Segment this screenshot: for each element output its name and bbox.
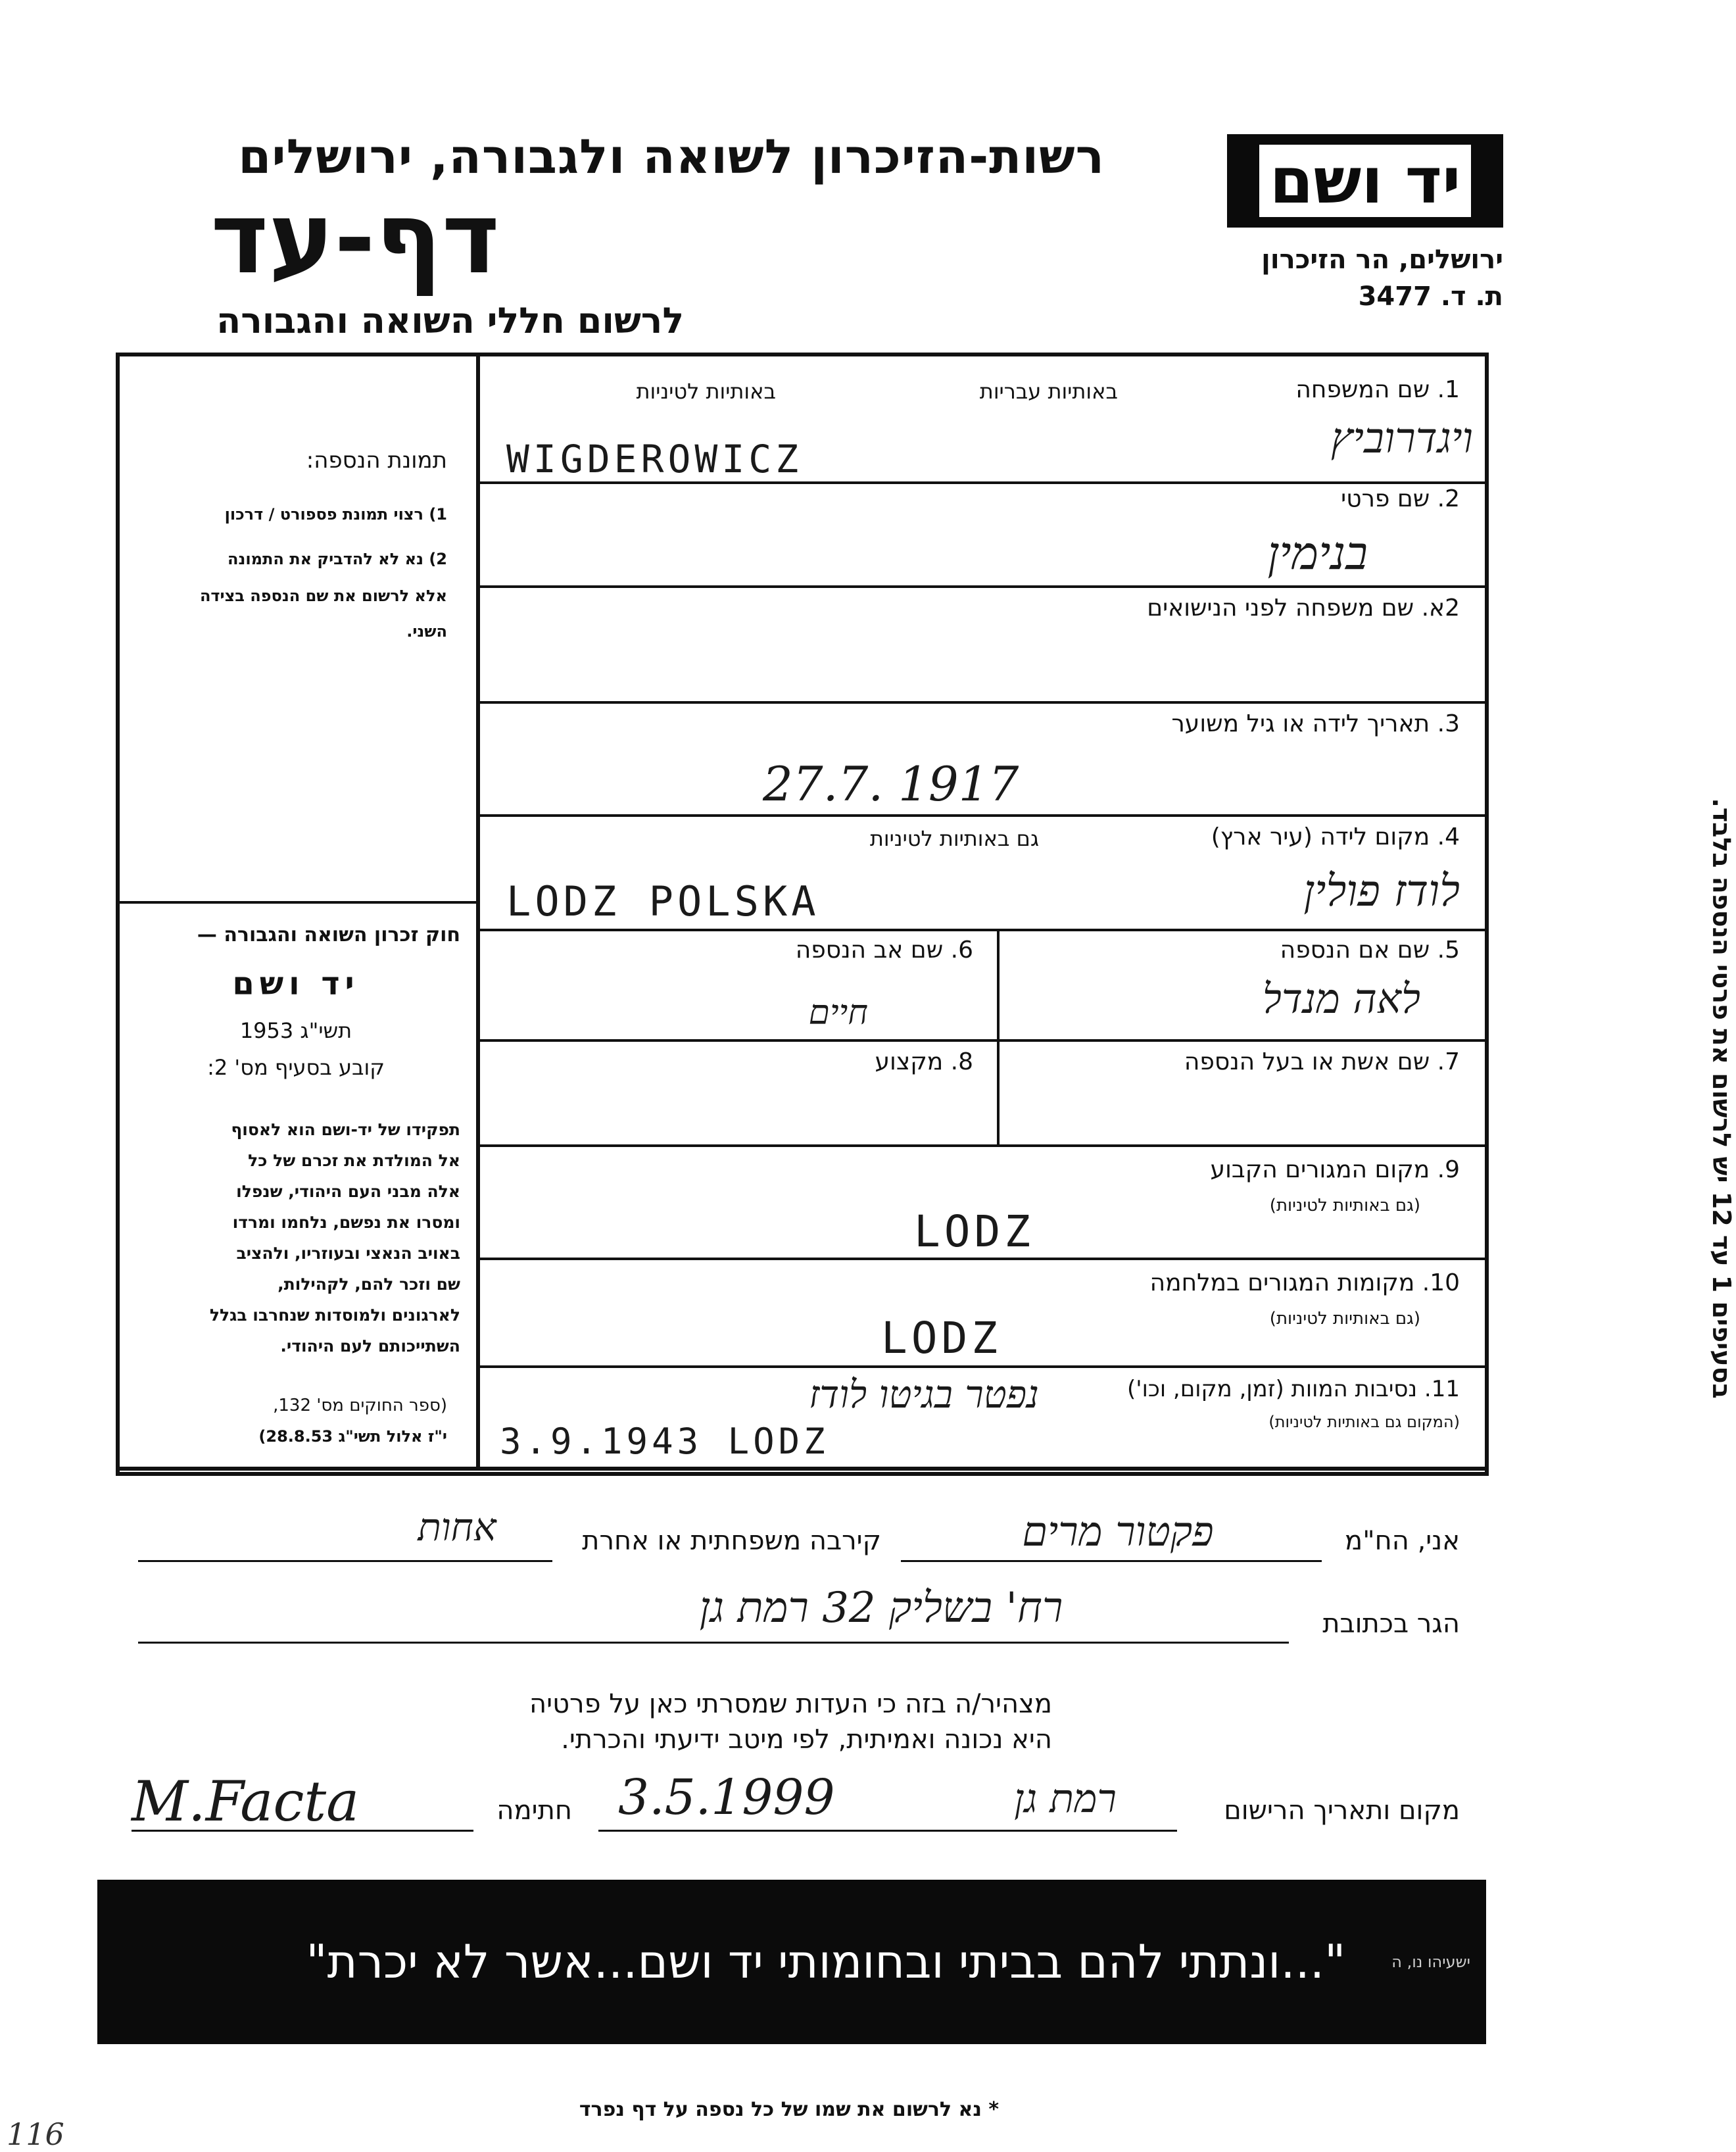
row-line xyxy=(477,1144,1486,1147)
law-body-line: שם וזכר להם, לקהילות, xyxy=(277,1275,460,1294)
quote-banner xyxy=(97,1880,1486,2044)
statement-line-2: היא נכונה ואמיתית, לפי מיטב ידיעתי והכרתי. xyxy=(561,1724,1052,1755)
law-body-line: תפקידו של יד-ושם הוא לאסוף xyxy=(231,1120,460,1139)
field-7-label: 7. שם אשת או בעל הנספה xyxy=(1184,1048,1460,1075)
law-body-line: אל המולדת את זכרם של כל xyxy=(248,1151,460,1170)
field-2-value[interactable]: בנימין xyxy=(1267,526,1368,580)
field-11-label: 11. נסיבות המוות (זמן, מקום, וכו') xyxy=(1126,1376,1460,1402)
address-underline xyxy=(138,1642,1289,1644)
field-10-note: (גם באותיות לטיניות) xyxy=(1269,1309,1420,1329)
field-4-value-hebrew[interactable]: לודז פולין xyxy=(1303,866,1460,916)
field-5-label: 5. שם אם הנספה xyxy=(1280,937,1460,964)
relation-value[interactable]: אחות xyxy=(418,1505,496,1550)
field-8-label: 8. מקצוע xyxy=(875,1048,973,1075)
photo-law-divider xyxy=(120,901,477,904)
declarant-underline xyxy=(901,1560,1322,1562)
row-line xyxy=(477,701,1486,704)
relation-label: קירבה משפחתית או אחרת xyxy=(582,1526,881,1556)
law-body-line: באויב הנאצי ובעוזריו, ולהציב xyxy=(236,1244,460,1263)
field-1-label: 1. שם המשפחה xyxy=(1295,376,1460,403)
side-instruction: בסעיפים 1 עד 12 יש לרשום את פרטי הנספה בלבד. xyxy=(1707,798,1736,1399)
field-9-label: 9. מקום המגורים הקבוע xyxy=(1210,1156,1460,1183)
field-4-label: 4. מקום לידה (עיר ארץ) xyxy=(1211,823,1460,850)
hebrew-letters-header: באותיות עבריות xyxy=(979,379,1118,404)
row-line xyxy=(477,929,1486,931)
field-11-note: (המקום גם באותיות לטיניות) xyxy=(1268,1413,1460,1431)
field-6-value[interactable]: חיים xyxy=(808,993,868,1033)
field-2a-label: 2א. שם משפחה לפני הנישואים xyxy=(1147,595,1460,622)
photo-note-2a: 2) נא לא להדביק את התמונה xyxy=(228,550,447,568)
form-subtitle: לרשום חללי השואה והגבורה xyxy=(216,300,684,341)
field-11-value-latin[interactable]: 3.9.1943 LODZ xyxy=(500,1421,829,1462)
law-body-line: אלה מבני העם היהודי, שנפלו xyxy=(236,1182,460,1201)
field-1-value-latin[interactable]: WIGDEROWICZ xyxy=(506,437,803,481)
photo-title: תמונת הנספה: xyxy=(306,447,447,474)
law-body-line: השתייכותם לעם היהודי. xyxy=(280,1336,460,1356)
law-reference-2: י"ז אלול תשי"ג 28.8.53) xyxy=(258,1427,447,1446)
law-body-line: לארגונים ולמוסדות שנחרבו בגלל xyxy=(209,1306,460,1325)
law-body xyxy=(132,1114,460,1361)
declarant-label: אני, הח"מ xyxy=(1345,1526,1460,1556)
relation-underline xyxy=(138,1560,552,1562)
field-11-value-hebrew[interactable]: נפטר בגיטו לודז xyxy=(809,1372,1039,1417)
signature-label: חתימה xyxy=(496,1796,572,1826)
yad-vashem-logo xyxy=(1227,134,1503,228)
law-body-line: ומסרו את נפשם, נלחמו ומרדו xyxy=(232,1213,460,1232)
logo-text: יד ושם xyxy=(1259,145,1472,217)
field-9-note: (גם באותיות לטיניות) xyxy=(1269,1196,1420,1215)
field-6-label: 6. שם אב הנספה xyxy=(795,937,973,964)
field-10-value[interactable]: LODZ xyxy=(881,1313,1001,1363)
field-2-label: 2. שם פרטי xyxy=(1341,485,1460,512)
address-line-2: ת. ד. 3477 xyxy=(1358,281,1503,312)
field-3-label: 3. תאריך לידה או גיל משוער xyxy=(1171,710,1460,737)
place-date-underline xyxy=(598,1830,1177,1832)
row-5-6-divider xyxy=(997,929,1000,1144)
form-name: דף-עד xyxy=(210,182,500,296)
field-3-value[interactable]: 27.7. 1917 xyxy=(763,756,1019,812)
banner-source: ישעיהו נו, ה xyxy=(1391,1953,1470,1971)
latin-letters-header: באותיות לטיניות xyxy=(636,379,776,404)
law-heading: חוק זכרון השואה והגבורה — xyxy=(197,923,460,946)
law-reference-1: (ספר החוקים מס' 132, xyxy=(273,1396,447,1415)
institution-title: רשות-הזיכרון לשואה ולגבורה, ירושלים xyxy=(238,129,1105,184)
banner-quote: "...ונתתי להם בביתי ובחומותי יד ושם...אשר לא יכרת" xyxy=(306,1935,1346,1989)
footer-note: * נא לרשום את שמו של כל נספה על דף נפרד xyxy=(579,2098,1000,2121)
row-line xyxy=(477,1039,1486,1042)
place-date-label: מקום ותאריך הרישום xyxy=(1224,1796,1460,1826)
field-4-latin-note: גם באותיות לטיניות xyxy=(869,826,1039,851)
field-10-label: 10. מקומות המגורים במלחמה xyxy=(1149,1269,1460,1296)
photo-note-2b: אלא לרשום את שם הנספה בצידה xyxy=(199,587,447,605)
law-clause: קובע בסעיף מס' 2: xyxy=(207,1055,385,1080)
page-mark: 116 xyxy=(7,2116,64,2152)
field-5-value[interactable]: לאה מנדל xyxy=(1262,975,1420,1023)
left-panel-divider xyxy=(476,353,480,1471)
statement-line-1: מצהיר/ה בזה כי העדות שמסרתי כאן על פרטיה xyxy=(529,1689,1052,1719)
row-line xyxy=(477,814,1486,817)
row-line xyxy=(477,1258,1486,1260)
signature-value[interactable]: M.Facta xyxy=(132,1769,360,1834)
field-9-value[interactable]: LODZ xyxy=(914,1206,1034,1257)
law-year: תשי"ג 1953 xyxy=(239,1018,352,1043)
row-line xyxy=(477,1365,1486,1368)
photo-note-1: 1) רצוי תמונת פספורט / דרכון xyxy=(224,505,447,524)
row-line xyxy=(477,481,1486,484)
field-1-value-hebrew[interactable]: ויגדרוביץ xyxy=(1330,414,1473,463)
declarant-value[interactable]: פקטור מרים xyxy=(1022,1507,1214,1555)
field-4-value-latin[interactable]: LODZ POLSKA xyxy=(506,877,820,925)
address-line-1: ירושלים, הר הזיכרון xyxy=(1261,245,1503,275)
registration-date-value[interactable]: 3.5.1999 xyxy=(618,1769,835,1826)
photo-note-2c: השני. xyxy=(406,622,447,641)
address-value[interactable]: רח' בשליק 32 רמת גן xyxy=(699,1584,1063,1632)
address-label: הגר בכתובת xyxy=(1322,1609,1460,1639)
law-name: יד ושם xyxy=(232,966,360,1002)
row-line xyxy=(477,585,1486,588)
registration-place-value[interactable]: רמת גן xyxy=(1014,1776,1117,1822)
form-bottom-line xyxy=(116,1467,1489,1471)
